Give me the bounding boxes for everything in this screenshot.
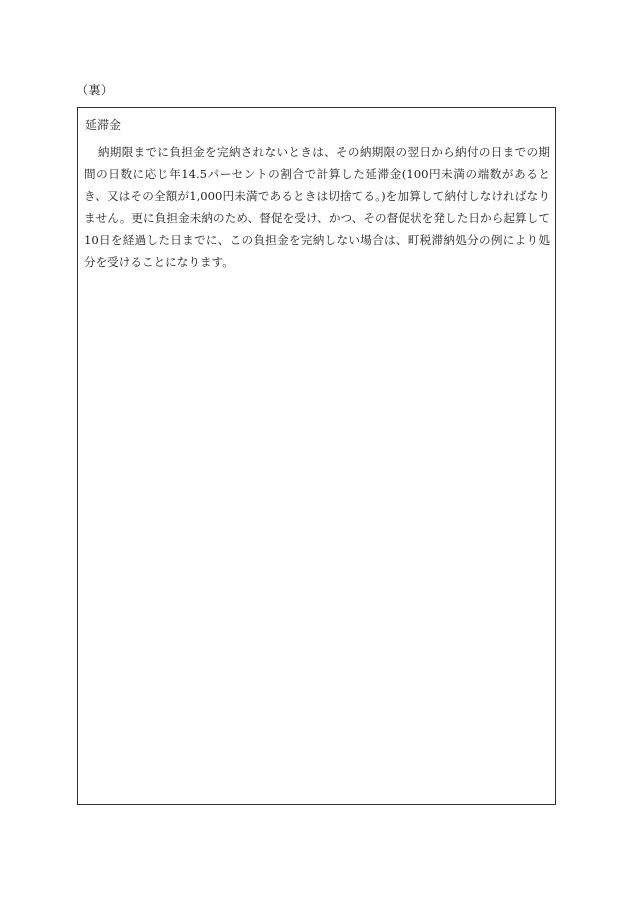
section-title: 延滞金: [85, 118, 122, 132]
reverse-side-label: （裏）: [76, 83, 114, 97]
notice-frame: [77, 107, 556, 805]
late-fee-paragraph: 納期限までに負担金を完納されないときは、その納期限の翌日から納付の日までの期間の日数に応じ年14.5パーセントの割合で計算した延滞金(100円未満の端数があるとき、又はその全額が1,000円未満であるときは切捨てる。)を加算して納付しなければなりません。更に負担金未納のため、督促を受け、かつ、その督促状を発した日から起算して10日を経過した日までに、この負担金を完納しない場合は、町税滞納処分の例により処分を受けることになります。: [84, 145, 550, 269]
